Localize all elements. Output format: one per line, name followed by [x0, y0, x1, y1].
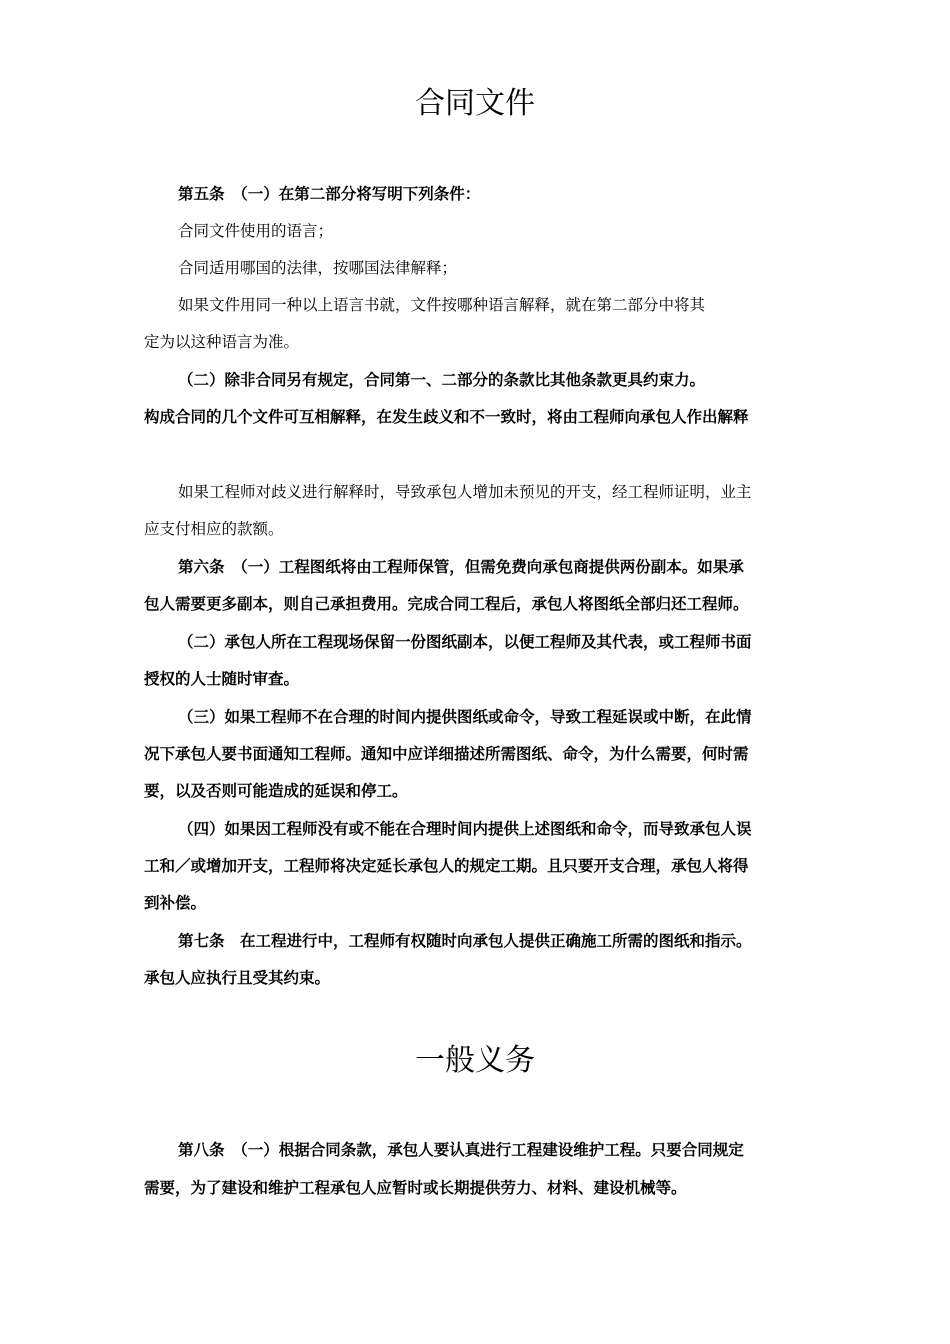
article-5-clause-1-line-3: 合同适用哪国的法律，按哪国法律解释； [178, 259, 458, 277]
article-6-clause-4-line-3: 到补偿。 [144, 893, 207, 912]
article-5-clause-3-line-1: 如果工程师对歧义进行解释时，导致承包人增加未预见的开支，经工程师证明，业主 [178, 483, 752, 501]
article-6-clause-2-line-2: 授权的人士随时审查。 [144, 669, 300, 688]
section-title-general-obligations: 一般义务 [415, 1043, 535, 1078]
article-6-clause-1-line-1: 第六条 （一）工程图纸将由工程师保管，但需免费向承包商提供两份副本。如果承 [178, 557, 744, 576]
article-6-clause-4-line-2: 工和／或增加开支，工程师将决定延长承包人的规定工期。且只要开支合理，承包人将得 [144, 856, 749, 875]
article-5-clause-1-line-4: 如果文件用同一种以上语言书就，文件按哪种语言解释，就在第二部分中将其 [178, 296, 706, 314]
article-6-clause-4-line-1: （四）如果因工程师没有或不能在合理时间内提供上述图纸和命令，而导致承包人误 [178, 819, 752, 838]
article-5-clause-2-line-2: 构成合同的几个文件可互相解释，在发生歧义和不一致时，将由工程师向承包人作出解释 [144, 407, 749, 426]
article-5-clause-1-line-1: 第五条 （一）在第二部分将写明下列条件： [178, 184, 481, 203]
article-5-clause-1-line-5: 定为以这种语言为准。 [144, 333, 300, 351]
article-6-clause-3-line-2: 况下承包人要书面通知工程师。通知中应详细描述所需图纸、命令，为什么需要，何时需 [144, 744, 749, 763]
section-title-contract-documents: 合同文件 [415, 86, 535, 121]
article-5-clause-1-line-2: 合同文件使用的语言； [178, 222, 334, 240]
article-7-line-2: 承包人应执行且受其约束。 [144, 968, 331, 987]
article-5-clause-2-line-1: （二）除非合同另有规定，合同第一、二部分的条款比其他条款更具约束力。 [178, 370, 706, 389]
article-8-line-2: 需要，为了建设和维护工程承包人应暂时或长期提供劳力、材料、建设机械等。 [144, 1178, 687, 1197]
article-8-line-1: 第八条 （一）根据合同条款，承包人要认真进行工程建设维护工程。只要合同规定 [178, 1140, 744, 1159]
article-5-clause-3-line-2: 应支付相应的款额。 [144, 520, 284, 538]
article-7-line-1: 第七条 在工程进行中，工程师有权随时向承包人提供正确施工所需的图纸和指示。 [178, 931, 752, 950]
article-6-clause-3-line-3: 要，以及否则可能造成的延误和停工。 [144, 781, 408, 800]
article-6-clause-1-line-2: 包人需要更多副本，则自己承担费用。完成合同工程后，承包人将图纸全部归还工程师。 [144, 594, 749, 613]
article-6-clause-3-line-1: （三）如果工程师不在合理的时间内提供图纸或命令，导致工程延误或中断，在此情 [178, 707, 752, 726]
article-6-clause-2-line-1: （二）承包人所在工程现场保留一份图纸副本，以便工程师及其代表，或工程师书面 [178, 632, 752, 651]
